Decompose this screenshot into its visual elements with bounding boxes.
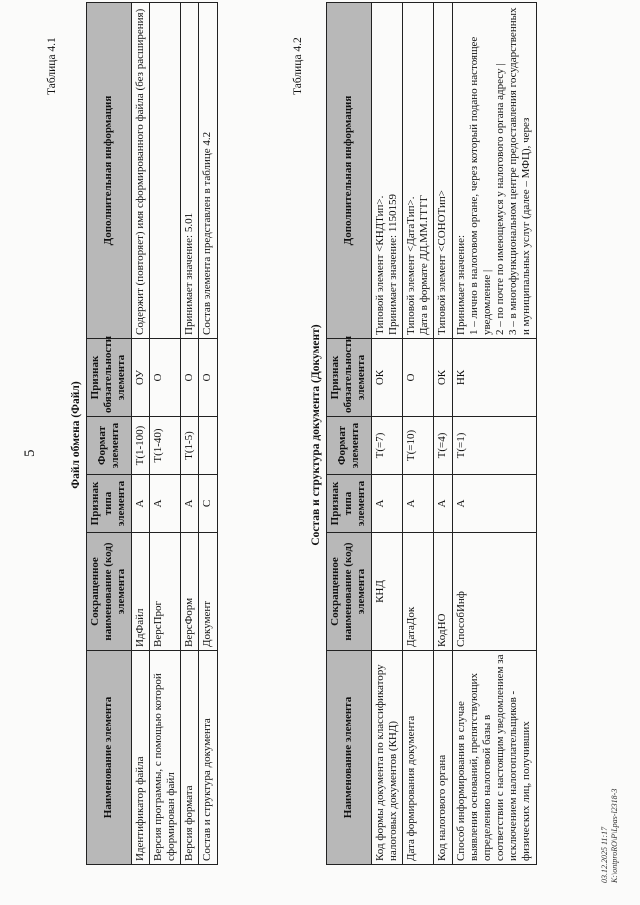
cell: T(1-100): [131, 417, 149, 475]
cell: Документ: [199, 533, 217, 651]
cell: T(1-40): [149, 417, 180, 475]
cell: T(=7): [371, 417, 402, 475]
table1-label: Таблица 4.1: [46, 37, 58, 95]
cell: T(=1): [452, 417, 536, 475]
table-row: [452, 3, 536, 865]
table-4-2: [326, 2, 537, 865]
cell: О: [402, 339, 433, 417]
cell: Типовой элемент <СОНОТип>: [434, 3, 452, 339]
table1-header: Наименование элемента: [87, 651, 132, 865]
table2-caption: Состав и структура документа (Документ): [310, 324, 322, 546]
footer-stamp: [600, 789, 621, 883]
table2-header: Признак обязательности элемента: [327, 339, 372, 417]
cell: О: [181, 339, 199, 417]
table2-header: Наименование элемента: [327, 651, 372, 865]
cell: T(=4): [434, 417, 452, 475]
table-row: [131, 3, 149, 865]
cell: Содержит (повторяет) имя сформированного файла (без расширения): [131, 3, 149, 339]
cell: T(1-5): [181, 417, 199, 475]
cell: Код налогового органа: [434, 651, 452, 865]
table-4-1: [86, 2, 218, 865]
table2-header: Сокращенное наименование (код) элемента: [327, 533, 372, 651]
table1-header: Формат элемента: [87, 417, 132, 475]
cell: Принимает значение: 5.01: [181, 3, 199, 339]
footer-date: 03.12.2025 11:17: [600, 826, 609, 883]
cell: Версия программы, с помощью которой сформирован файл: [149, 651, 180, 865]
cell: О: [149, 339, 180, 417]
cell: ВерсФорм: [181, 533, 199, 651]
table1-header: Сокращенное наименование (код) элемента: [87, 533, 132, 651]
table1-header: Дополнительная информация: [87, 3, 132, 339]
table2-header: Дополнительная информация: [327, 3, 372, 339]
cell: T(=10): [402, 417, 433, 475]
cell: Состав элемента представлен в таблице 4.2: [199, 3, 217, 339]
table2-header-row: [327, 3, 372, 865]
cell: ОУ: [131, 339, 149, 417]
table2-label: Таблица 4.2: [292, 37, 304, 95]
cell: [199, 417, 217, 475]
cell: А: [149, 475, 180, 533]
cell: Состав и структура документа: [199, 651, 217, 865]
table1-header: Признак типа элемента: [87, 475, 132, 533]
cell: Идентификатор файла: [131, 651, 149, 865]
cell: Принимает значение: 1 – лично в налоговом органе, через который подано настоящее уведомление | 2 – по почте по имеющемуся у налогового органа адресу | 3 – в многофункциональном центре предоставления государственных и муниципальных услуг (далее – МФЦ), через: [452, 3, 536, 339]
cell: А: [452, 475, 536, 533]
cell: СпособИнф: [452, 533, 536, 651]
cell: ОК: [371, 339, 402, 417]
cell: Типовой элемент <ДатаТип>. Дата в формате ДД.ММ.ГГГГ: [402, 3, 433, 339]
cell: НК: [452, 339, 536, 417]
table2-header: Формат элемента: [327, 417, 372, 475]
cell: КодНО: [434, 533, 452, 651]
cell: А: [402, 475, 433, 533]
cell: Типовой элемент <КНДТип>. Принимает значение: 1150159: [371, 3, 402, 339]
footer-path: К:\ontproRO\Р\Lpas-l2318-3: [610, 788, 620, 883]
table2-header: Признак типа элемента: [327, 475, 372, 533]
table-row: [149, 3, 180, 865]
table1-caption: Файл обмена (Файл): [70, 381, 82, 489]
cell: А: [371, 475, 402, 533]
cell: А: [434, 475, 452, 533]
cell: ОК: [434, 339, 452, 417]
cell: А: [131, 475, 149, 533]
cell: ВерсПрог: [149, 533, 180, 651]
cell: Версия формата: [181, 651, 199, 865]
cell: ДатаДок: [402, 533, 433, 651]
cell: Способ информирования в случае выявления оснований, препятствующих определению налоговой базы в соответствии с настоящим уведомлением за исключением налогоплательщиков - физических лиц, получивших: [452, 651, 536, 865]
cell: [149, 3, 180, 339]
cell: ИдФайл: [131, 533, 149, 651]
table-row: [181, 3, 199, 865]
page-number: 5: [22, 449, 38, 457]
cell: Код формы документа по классификатору налоговых документов (КНД): [371, 651, 402, 865]
table1-header: Признак обязательности элемента: [87, 339, 132, 417]
table-row: [402, 3, 433, 865]
cell: С: [199, 475, 217, 533]
cell: КНД: [371, 533, 402, 651]
cell: О: [199, 339, 217, 417]
table-row: [434, 3, 452, 865]
cell: Дата формирования документа: [402, 651, 433, 865]
cell: А: [181, 475, 199, 533]
table-row: [199, 3, 217, 865]
table1-header-row: [87, 3, 132, 865]
table-row: [371, 3, 402, 865]
